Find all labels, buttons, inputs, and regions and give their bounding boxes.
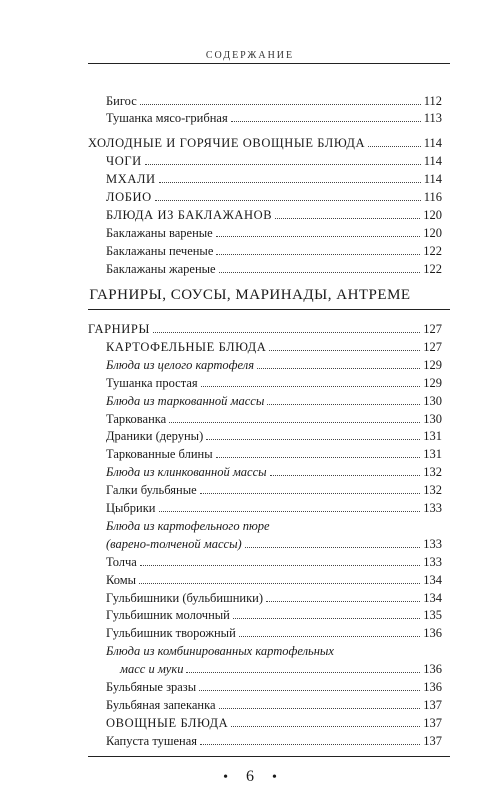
folio-bullet-right: • <box>272 769 277 785</box>
toc-heading-line: Блюда из комбинированных картофельных <box>106 644 334 659</box>
dot-leader <box>145 164 421 165</box>
toc-entry-page: 135 <box>423 608 442 623</box>
dot-leader <box>199 690 420 691</box>
dot-leader <box>275 218 420 219</box>
toc-entry[interactable] <box>106 698 442 712</box>
toc-entry[interactable] <box>106 429 442 443</box>
toc-entry[interactable] <box>106 154 442 168</box>
toc-entry-page: 114 <box>423 172 442 186</box>
toc-entry[interactable] <box>106 226 442 240</box>
toc-entry-label: КАРТОФЕЛЬНЫЕ БЛЮДА <box>106 339 267 354</box>
dot-leader <box>200 493 421 494</box>
dot-leader <box>239 636 420 637</box>
toc-entry[interactable] <box>106 555 442 569</box>
toc-entry-page: 134 <box>423 590 442 605</box>
toc-entry-label: ХОЛОДНЫЕ И ГОРЯЧИЕ ОВОЩНЫЕ БЛЮДА <box>88 136 366 150</box>
toc-entry-label: Блюда из клинкованной массы <box>106 465 267 480</box>
toc-entry-label: Тушанка мясо-грибная <box>106 111 228 125</box>
dot-leader <box>159 182 421 183</box>
toc-entry[interactable] <box>106 573 442 587</box>
toc-entry-page: 132 <box>423 483 442 498</box>
dot-leader <box>140 104 421 105</box>
dot-leader <box>269 350 420 351</box>
toc-entry[interactable] <box>106 376 442 390</box>
toc-entry[interactable] <box>106 447 442 461</box>
toc-entry-page: 133 <box>423 554 442 569</box>
dot-leader <box>200 744 420 745</box>
toc-entry[interactable] <box>106 358 442 372</box>
toc-entry-page: 122 <box>423 244 442 258</box>
toc-entry-page: 120 <box>423 226 442 240</box>
toc-entry-page: 134 <box>423 572 442 587</box>
running-header-text: СОДЕРЖАНИЕ <box>198 50 302 61</box>
toc-entry-page: 136 <box>423 626 442 641</box>
dot-leader <box>155 200 421 201</box>
toc-entry-page: 112 <box>423 94 442 108</box>
toc-entry[interactable] <box>106 465 442 479</box>
toc-entry[interactable] <box>106 626 442 640</box>
dot-leader <box>219 708 421 709</box>
toc-entry[interactable] <box>106 111 442 125</box>
toc-entry-label: ОВОЩНЫЕ БЛЮДА <box>106 715 229 730</box>
toc-entry-page: 122 <box>423 262 442 276</box>
dot-leader <box>233 618 420 619</box>
dot-leader <box>186 672 420 673</box>
dot-leader <box>245 547 421 548</box>
toc-entry-label: Бигос <box>106 94 137 108</box>
toc-entry-label: Таркованка <box>106 411 167 426</box>
dot-leader <box>219 272 421 273</box>
dot-leader <box>267 404 420 405</box>
toc-entry-label: Драники (деруны) <box>106 429 204 444</box>
dot-leader <box>231 121 421 122</box>
toc-entry-page: 120 <box>423 208 442 222</box>
toc-entry[interactable] <box>106 680 442 694</box>
section-rule <box>88 309 450 310</box>
toc-entry-label: Тушанка простая <box>106 375 198 390</box>
toc-entry-label: ГАРНИРЫ <box>88 322 150 336</box>
toc-entry-page: 130 <box>423 393 442 408</box>
toc-entry-label: Бульбяная запеканка <box>106 697 216 712</box>
toc-entry-label: МХАЛИ <box>106 172 156 186</box>
toc-entry[interactable] <box>106 716 442 730</box>
toc-entry-label: масс и муки <box>120 662 184 677</box>
page-folio <box>0 768 500 786</box>
toc-entry-page: 114 <box>423 136 442 150</box>
toc-entry[interactable] <box>120 662 442 676</box>
dot-leader <box>201 386 421 387</box>
toc-entry-label: (варено-толченой массы) <box>106 536 242 551</box>
toc-entry-page: 131 <box>423 429 442 444</box>
folio-bullet-left: • <box>223 769 228 785</box>
toc-entry[interactable] <box>106 412 442 426</box>
toc-entry-label: Баклажаны печеные <box>106 244 214 258</box>
toc-entry-page: 114 <box>423 154 442 168</box>
toc-entry-label: Таркованные блины <box>106 447 213 462</box>
dot-leader <box>257 368 420 369</box>
toc-entry-label: ЛОБИО <box>106 190 152 204</box>
toc-entry[interactable] <box>88 136 442 150</box>
toc-heading-line: Блюда из картофельного пюре <box>106 518 270 533</box>
toc-entry[interactable] <box>106 208 442 222</box>
toc-entry-label: Гульбишник молочный <box>106 608 230 623</box>
section-title: ГАРНИРЫ, СОУСЫ, МАРИНАДЫ, АНТРЕМЕ <box>89 287 411 303</box>
toc-entry-label: Баклажаны вареные <box>106 226 213 240</box>
toc-entry-label: Комы <box>106 572 137 587</box>
toc-entry-page: 116 <box>423 190 442 204</box>
toc-entry-label: Гульбишник творожный <box>106 626 236 641</box>
dot-leader <box>216 236 421 237</box>
toc-entry-page: 133 <box>423 501 442 515</box>
dot-leader <box>169 422 420 423</box>
toc-entry-page: 137 <box>423 697 442 712</box>
toc-entry-page: 136 <box>423 680 442 694</box>
toc-entry-page: 136 <box>423 662 442 677</box>
toc-entry-page: 127 <box>423 339 442 354</box>
dot-leader <box>231 726 420 727</box>
toc-entry[interactable] <box>106 483 442 497</box>
toc-entry[interactable] <box>106 734 442 748</box>
dot-leader <box>270 475 421 476</box>
dot-leader <box>139 583 420 584</box>
toc-entry[interactable] <box>106 244 442 258</box>
toc-entry-label: Блюда из целого картофеля <box>106 357 255 372</box>
toc-entry[interactable] <box>106 591 442 605</box>
toc-entry[interactable] <box>106 340 442 354</box>
toc-entry-page: 129 <box>423 357 442 372</box>
dot-leader <box>159 511 421 512</box>
toc-entry-page: 130 <box>423 411 442 426</box>
toc-entry-page: 131 <box>423 447 442 462</box>
toc-entry-label: Гульбишники (бульбишники) <box>106 590 263 605</box>
toc-entry-page: 113 <box>423 111 442 125</box>
toc-entry-label: Толча <box>106 554 137 569</box>
dot-leader <box>153 332 420 333</box>
toc-entry[interactable] <box>106 94 442 108</box>
toc-entry[interactable] <box>106 262 442 276</box>
toc-entry-page: 129 <box>423 375 442 390</box>
toc-entry-page: 127 <box>423 322 442 336</box>
page-number: 6 <box>246 767 254 785</box>
dot-leader <box>216 254 420 255</box>
toc-entry-label: Капуста тушеная <box>106 733 198 748</box>
toc-entry-page: 137 <box>423 715 442 730</box>
toc-entry[interactable] <box>106 501 442 515</box>
toc-entry[interactable] <box>106 608 442 622</box>
toc-entry-label: БЛЮДА ИЗ БАКЛАЖАНОВ <box>106 208 273 222</box>
toc-entry[interactable] <box>106 172 442 186</box>
toc-entry[interactable] <box>106 537 442 551</box>
dot-leader <box>368 146 421 147</box>
toc-entry-label: Цыбрики <box>106 501 156 515</box>
toc-entry-label: ЧОГИ <box>106 154 142 168</box>
dot-leader <box>216 457 421 458</box>
toc-entry-label: Бульбяные зразы <box>106 680 197 694</box>
toc-entry-page: 133 <box>423 536 442 551</box>
toc-entry[interactable] <box>106 190 442 204</box>
dot-leader <box>206 439 420 440</box>
toc-entry[interactable] <box>106 394 442 408</box>
toc-entry-label: Блюда из таркованной массы <box>106 393 265 408</box>
dot-leader <box>266 601 420 602</box>
toc-entry-page: 137 <box>423 733 442 748</box>
toc-entry[interactable] <box>88 322 442 336</box>
toc-entry-page: 132 <box>423 465 442 480</box>
toc-entry-label: Галки бульбяные <box>106 483 197 498</box>
dot-leader <box>140 565 420 566</box>
toc-entry-label: Баклажаны жареные <box>106 262 216 276</box>
footer-rule <box>88 756 450 757</box>
